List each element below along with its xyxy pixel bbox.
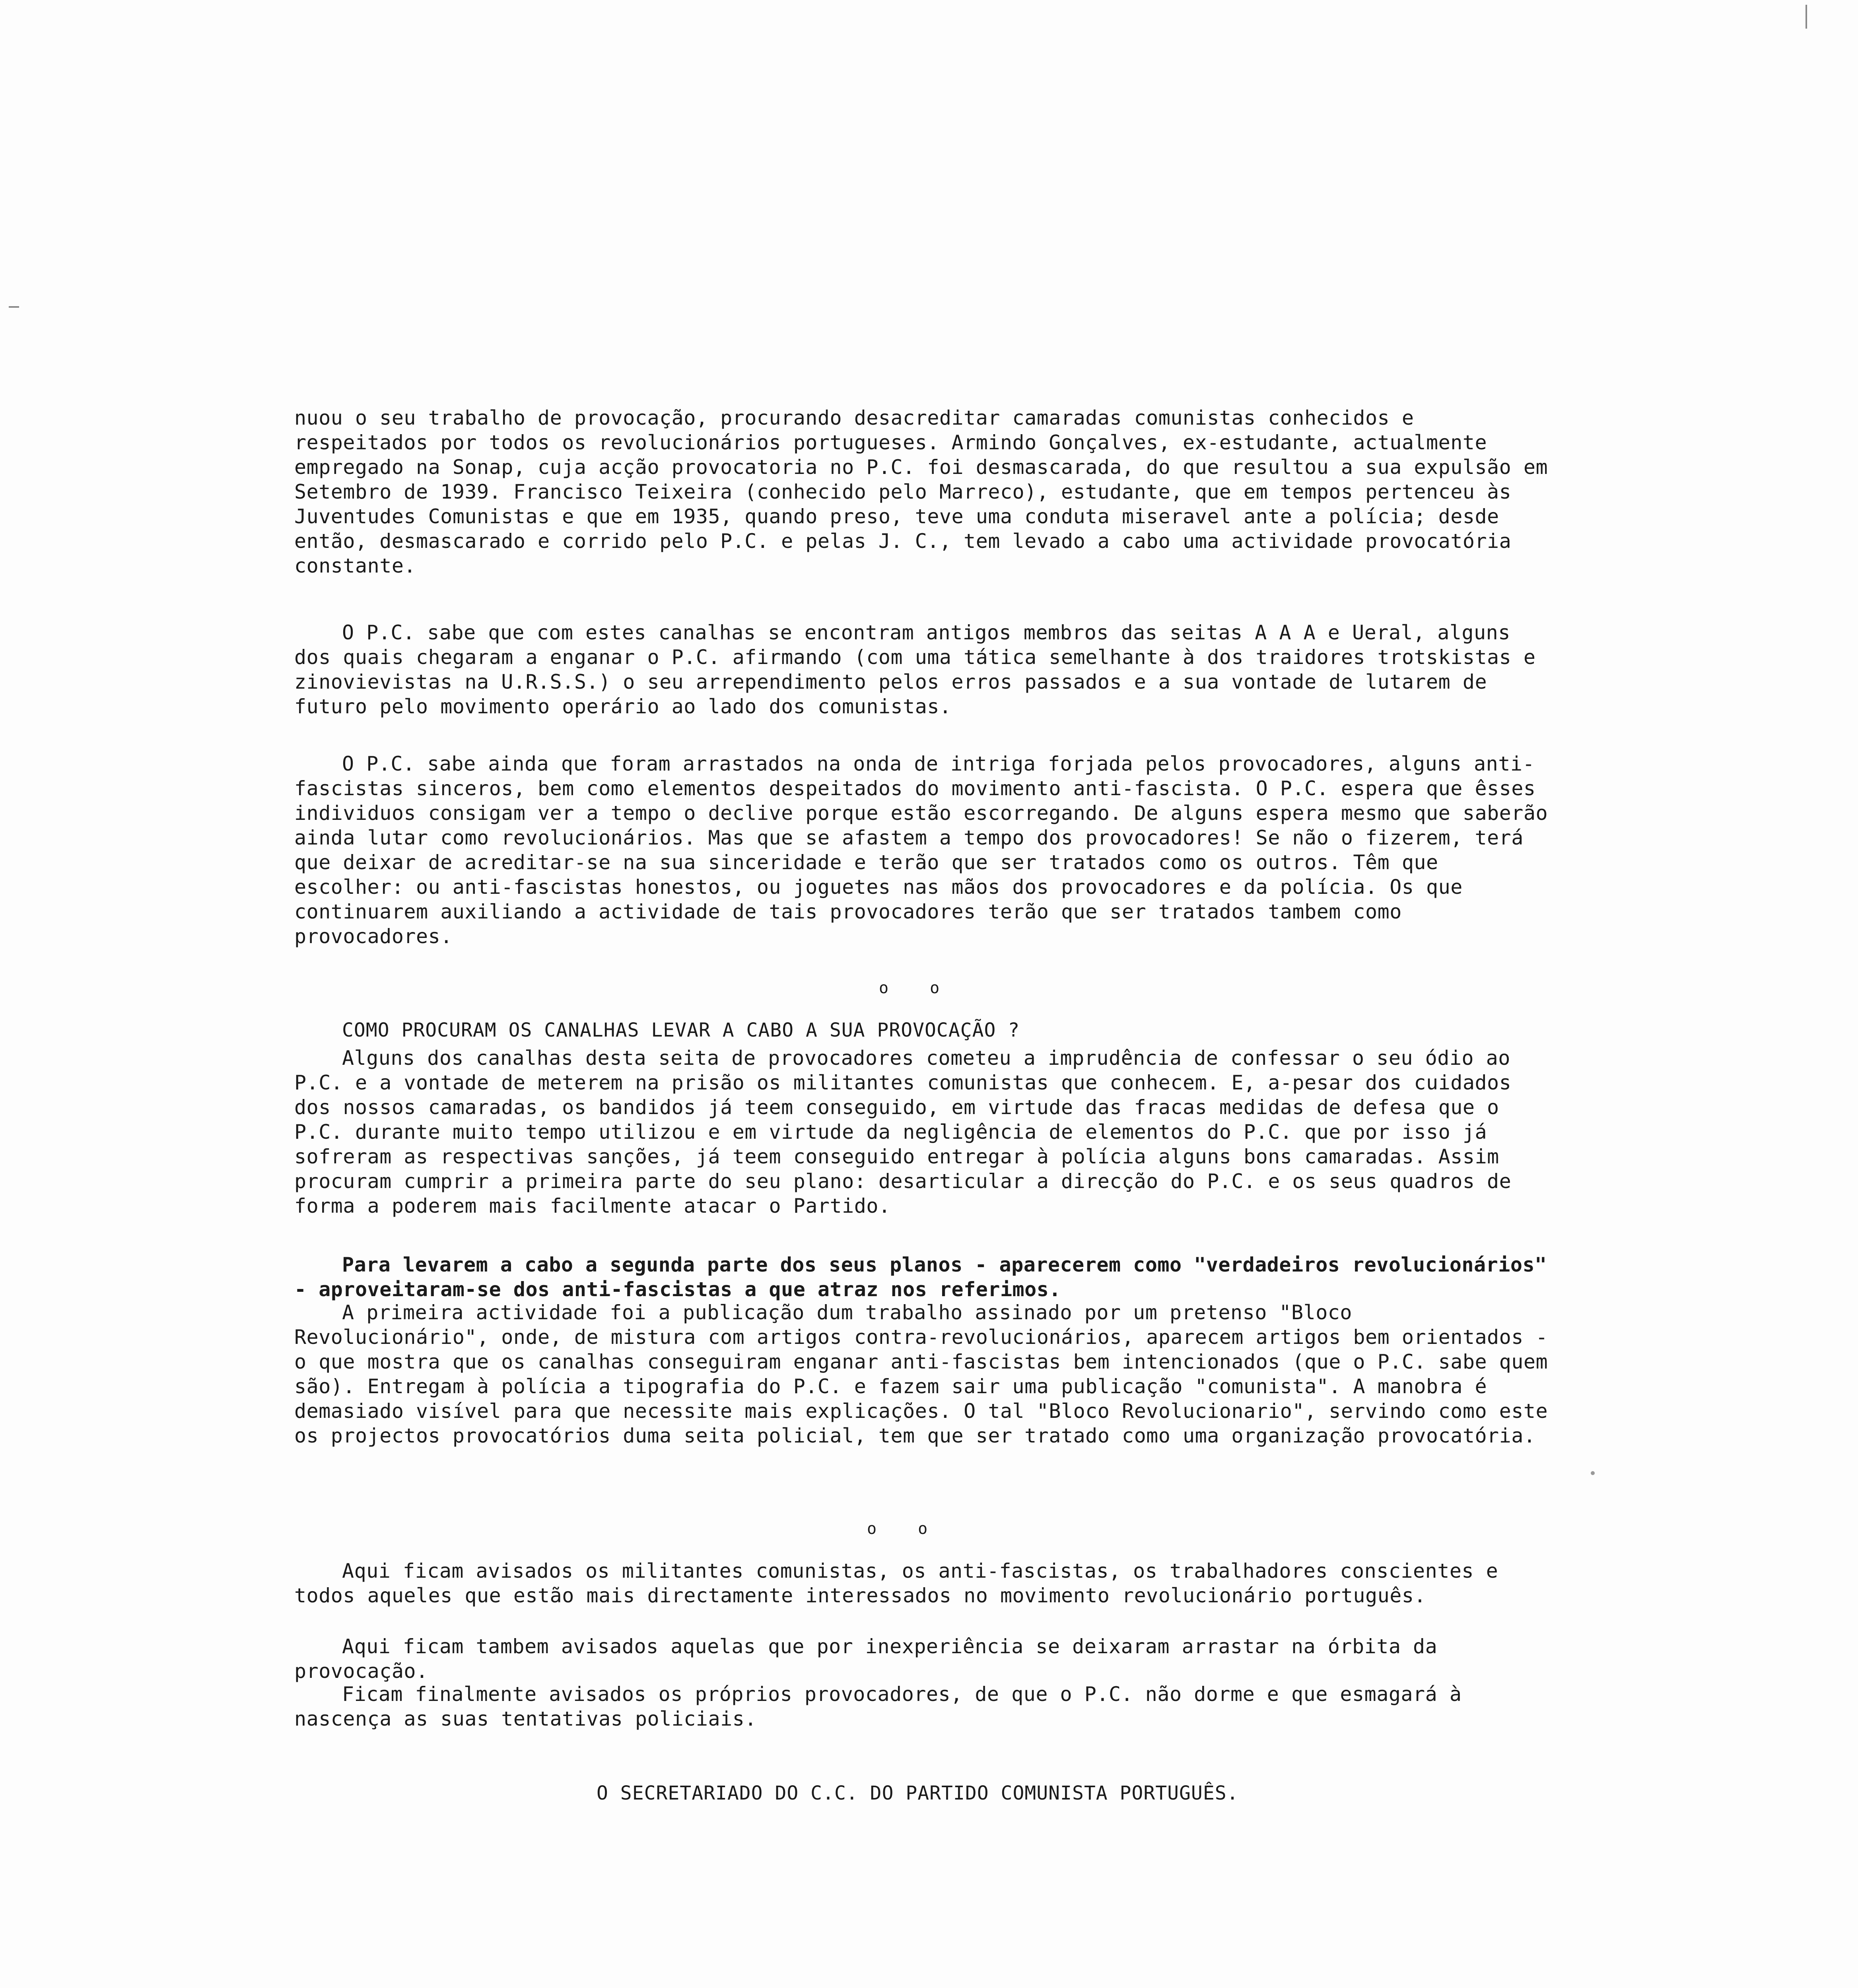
paragraph-7: Aqui ficam avisados os militantes comunistas, os anti-fascistas, os trabalhadores conscientes e todos aqueles que estão mais directamente interessados no movimento revolucionário português. bbox=[294, 1559, 1510, 1607]
signature: O SECRETARIADO DO C.C. DO PARTIDO COMUNISTA PORTUGUÊS. bbox=[597, 1782, 1239, 1804]
scan-dot bbox=[1591, 1471, 1595, 1475]
paragraph-5: Para levarem a cabo a segunda parte dos seus planos - aparecerem como "verdadeiros revolucionários" - aproveitaram-se dos anti-fascistas a que atraz nos referimos. bbox=[294, 1253, 1559, 1301]
paragraph-3: O P.C. sabe ainda que foram arrastados na onda de intriga forjada pelos provocadores, alguns anti-fascistas sinceros, bem como elementos despeitados do movimento anti-fascista. O P.C. espera que êsses individuos consigam ver a tempo o declive porque estão escorregando. De alguns espera mesmo que saberão ainda lutar como revolucionários. Mas que se afastem a tempo dos provocadores! Se não o fizerem, terá que deixar de acreditar-se na sua sinceridade e terão que ser tratados como os outros. Têm que escolher: ou anti-fascistas honestos, ou joguetes nas mãos dos provocadores e da polícia. Os que continuarem auxiliando a actividade de tais provocadores terão que ser tratados tambem como provocadores. bbox=[294, 752, 1560, 948]
paragraph-9: Ficam finalmente avisados os próprios provocadores, de que o P.C. não dorme e que esmagará à nascença as suas tentativas policiais. bbox=[294, 1683, 1474, 1730]
top-right-corner-mark bbox=[1806, 5, 1807, 29]
paragraph-8: Aqui ficam tambem avisados aquelas que por inexperiência se deixaram arrastar na órbita da provocação. bbox=[294, 1635, 1450, 1683]
paragraph-2: O P.C. sabe que com estes canalhas se encontram antigos membros das seitas A A A e Ueral, alguns dos quais chegaram a enganar o P.C. afirmando (com uma tática semelhante à dos traidores trotskistas e zinovievistas na U.R.S.S.) o seu arrependimento pelos erros passados e a sua vontade de lutarem de futuro pelo movimento operário ao lado dos comunistas. bbox=[294, 621, 1548, 718]
section-heading: COMO PROCURAM OS CANALHAS LEVAR A CABO A SUA PROVOCAÇÃO ? bbox=[342, 1019, 1020, 1041]
left-margin-mark bbox=[9, 306, 19, 308]
separator-1: o o bbox=[879, 979, 956, 997]
separator-2: o o bbox=[867, 1520, 944, 1538]
paragraph-6: A primeira actividade foi a publicação dum trabalho assinado por um pretenso "Bloco Revolucionário", onde, de mistura com artigos contra-revolucionários, aparecem artigos bem orientados - o que mostra que os canalhas conseguiram enganar anti-fascistas bem intencionados (que o P.C. sabe quem são). Entregam à polícia a tipografia do P.C. e fazem sair uma publicação "comunista". A manobra é demasiado visível para que necessite mais explicações. O tal "Bloco Revolucionario", servindo como este os projectos provocatórios duma seita policial, tem que ser tratado como uma organização provocatória. bbox=[294, 1301, 1560, 1447]
paragraph-1: nuou o seu trabalho de provocação, procurando desacreditar camaradas comunistas conhecidos e respeitados por todos os revolucionários portugueses. Armindo Gonçalves, ex-estudante, actualmente empregado na Sonap, cuja acção provocatoria no P.C. foi desmascarada, do que resultou a sua expulsão em Setembro de 1939. Francisco Teixeira (conhecido pelo Marreco), estudante, que em tempos pertenceu às Juventudes Comunistas e que em 1935, quando preso, teve uma conduta miseravel ante a polícia; desde então, desmascarado e corrido pelo P.C. e pelas J. C., tem levado a cabo uma actividade provocatória constante. bbox=[294, 406, 1560, 577]
paragraph-4: Alguns dos canalhas desta seita de provocadores cometeu a imprudência de confessar o seu ódio ao P.C. e a vontade de meterem na prisão os militantes comunistas que conhecem. E, a-pesar dos cuidados dos nossos camaradas, os bandidos já teem conseguido, em virtude das fracas medidas de defesa que o P.C. durante muito tempo utilizou e em virtude da negligência de elementos do P.C. que por isso já sofreram as respectivas sanções, já teem conseguido entregar à polícia alguns bons camaradas. Assim procuram cumprir a primeira parte do seu plano: desarticular a direcção do P.C. e os seus quadros de forma a poderem mais facilmente atacar o Partido. bbox=[294, 1046, 1524, 1217]
